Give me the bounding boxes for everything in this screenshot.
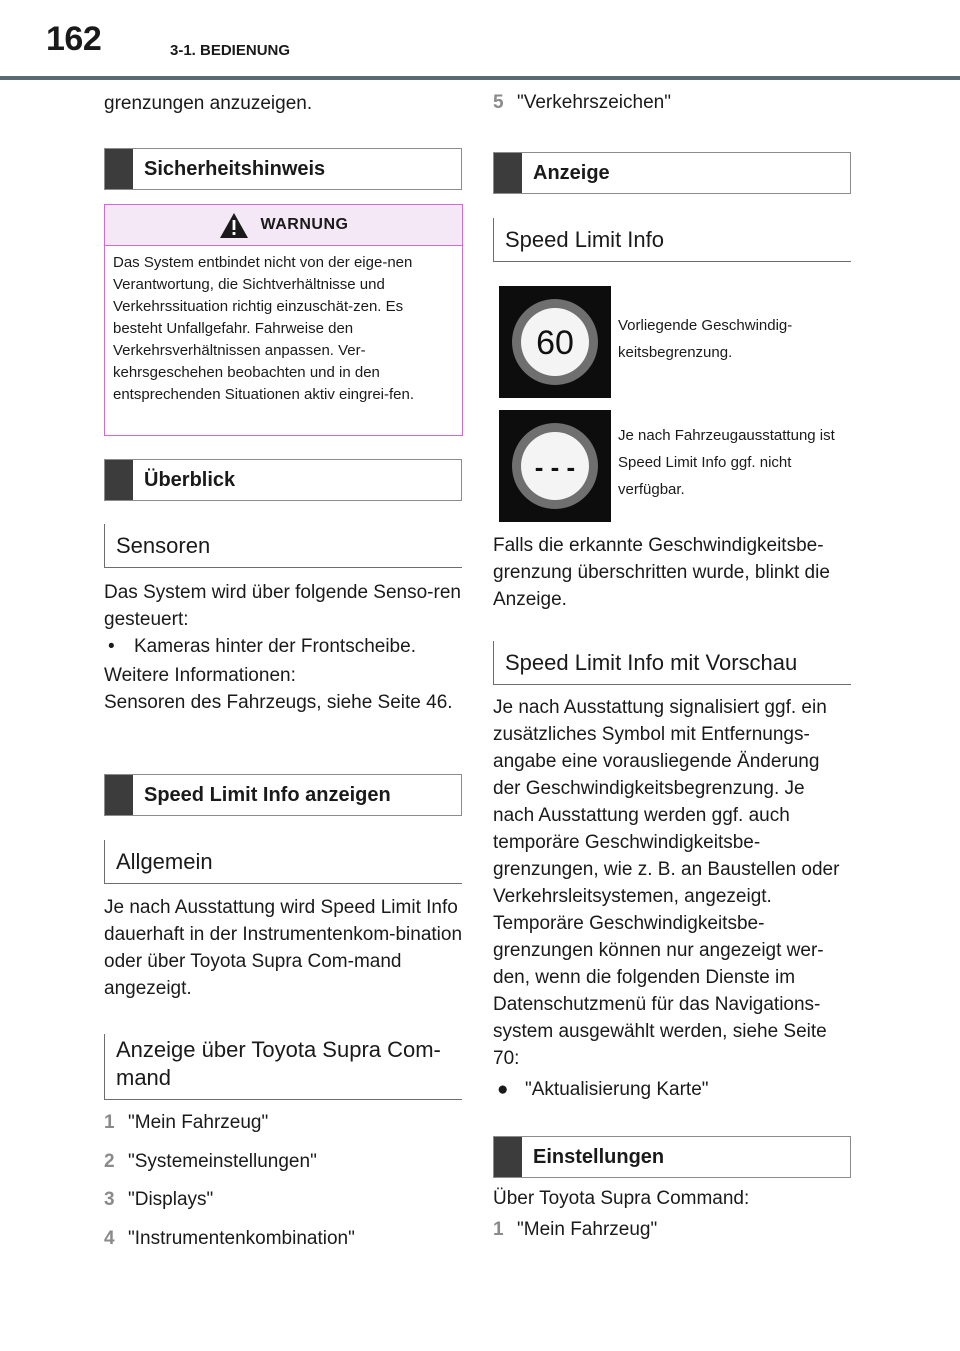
speed-limit-info-paragraph: Falls die erkannte Geschwindigkeitsbe-grenzung überschritten wurde, blinkt die Anzeige. [493,535,830,610]
display-section-bar [493,152,851,194]
overview-section-bar [104,459,462,501]
preview-bullet [493,1077,849,1103]
settings-step-1 [493,1217,657,1243]
section-tab [494,153,522,193]
warning-header [105,205,462,246]
bullet-dot: ● [497,1079,509,1100]
header-rule [0,76,960,80]
page-number: 162 [46,20,102,58]
sensors-paragraph: Das System wird über folgende Senso-ren gesteuert: [104,582,461,630]
step-text: "Mein Fahrzeug" [517,1219,658,1240]
speed-value: - - - [534,452,576,482]
speed-limit-info-heading: Speed Limit Info [493,218,851,262]
step-3 [104,1187,213,1213]
bullet-text: Kameras hinter der Frontscheibe. [134,636,416,657]
section-title: Einstellungen [533,1145,665,1168]
warning-text: Das System entbindet nicht von der eige-nen Verantwortung, die Sichtverhältnisse und Verkehrssituation richtig einzuschät-zen. Es besteht Unfallgefahr. Fahrweise den Verkehrsverhältnissen anpassen. Ver-kehrsgeschehen beobachten und in den entsprechenden Situationen aktiv eingrei-fen. [113,254,415,403]
warning-title: WARNUNG [260,216,349,233]
speed-limit-unavailable-image [499,410,611,522]
speed-limit-60-icon [510,297,600,387]
step-4 [104,1226,355,1252]
step-number: 4 [104,1228,115,1249]
section-title: Speed Limit Info anzeigen [144,783,391,806]
speed-limit-60-caption: Vorliegende Geschwindig-keitsbegrenzung. [618,317,793,361]
step-2 [104,1149,317,1175]
section-tab [494,1137,522,1177]
step-number: 2 [104,1151,115,1172]
sensors-reference: Sensoren des Fahrzeugs, siehe Seite 46. [104,692,453,713]
sensors-bullet [104,633,464,660]
section-tab [105,775,133,815]
section-tab [105,149,133,189]
sensors-heading: Sensoren [104,524,462,568]
warning-triangle-icon [219,212,249,239]
display-heading: Anzeige über Toyota Supra Com-mand [104,1034,462,1100]
preview-paragraph-2: Temporäre Geschwindigkeitsbe-grenzungen können nur angezeigt wer-den, wenn die folgenden Dienste im Datenschutzmenü für das Navigations-system ausgewählt werden, siehe Seite 70: [493,913,827,1069]
settings-section-bar [493,1136,851,1178]
general-heading: Allgemein [104,840,462,884]
section-title: Überblick [144,468,236,491]
step-text: "Verkehrszeichen" [517,92,671,113]
step-text: "Mein Fahrzeug" [128,1112,269,1133]
section-title: Sicherheitshinweis [144,157,326,180]
step-number: 3 [104,1189,115,1210]
warning-box [104,204,463,436]
speed-limit-unavailable-icon [510,421,600,511]
speed-limit-unavailable-caption: Je nach Fahrzeugausstattung ist Speed Limit Info ggf. nicht verfügbar. [618,427,835,498]
preview-heading: Speed Limit Info mit Vorschau [493,641,851,685]
bullet-text: "Aktualisierung Karte" [525,1079,709,1100]
safety-section-bar [104,148,462,190]
preview-paragraph-1: Je nach Ausstattung signalisiert ggf. ein zusätzliches Symbol mit Entfernungs-angabe eine vorausliegende Änderung der Geschwindigkeitsbegrenzung. Je nach Ausstattung werden ggf. auch temporäre Geschwindigkeitsbe-grenzungen, wie z. B. an Baustellen oder Verkehrsleitsystemen, angezeigt. [493,697,840,907]
step-1 [104,1110,268,1136]
step-5 [493,90,671,116]
intro-text: grenzungen anzuzeigen. [104,93,313,114]
sensors-more-info: Weitere Informationen: [104,665,296,686]
general-paragraph: Je nach Ausstattung wird Speed Limit Info dauerhaft in der Instrumentenkom-bination oder über Toyota Supra Com-mand angezeigt. [104,897,463,999]
section-title: Anzeige [533,161,610,184]
step-text: "Systemeinstellungen" [128,1151,317,1172]
show-section-bar [104,774,462,816]
settings-paragraph: Über Toyota Supra Command: [493,1188,750,1209]
step-number: 1 [493,1219,504,1240]
step-text: "Displays" [128,1189,214,1210]
section-tab [105,460,133,500]
speed-limit-60-image [499,286,611,398]
step-text: "Instrumentenkombination" [128,1228,355,1249]
bullet-dot: • [108,636,115,657]
step-number: 5 [493,92,504,113]
step-number: 1 [104,1112,115,1133]
speed-value: 60 [536,324,574,362]
chapter-title: 3-1. BEDIENUNG [170,42,291,59]
